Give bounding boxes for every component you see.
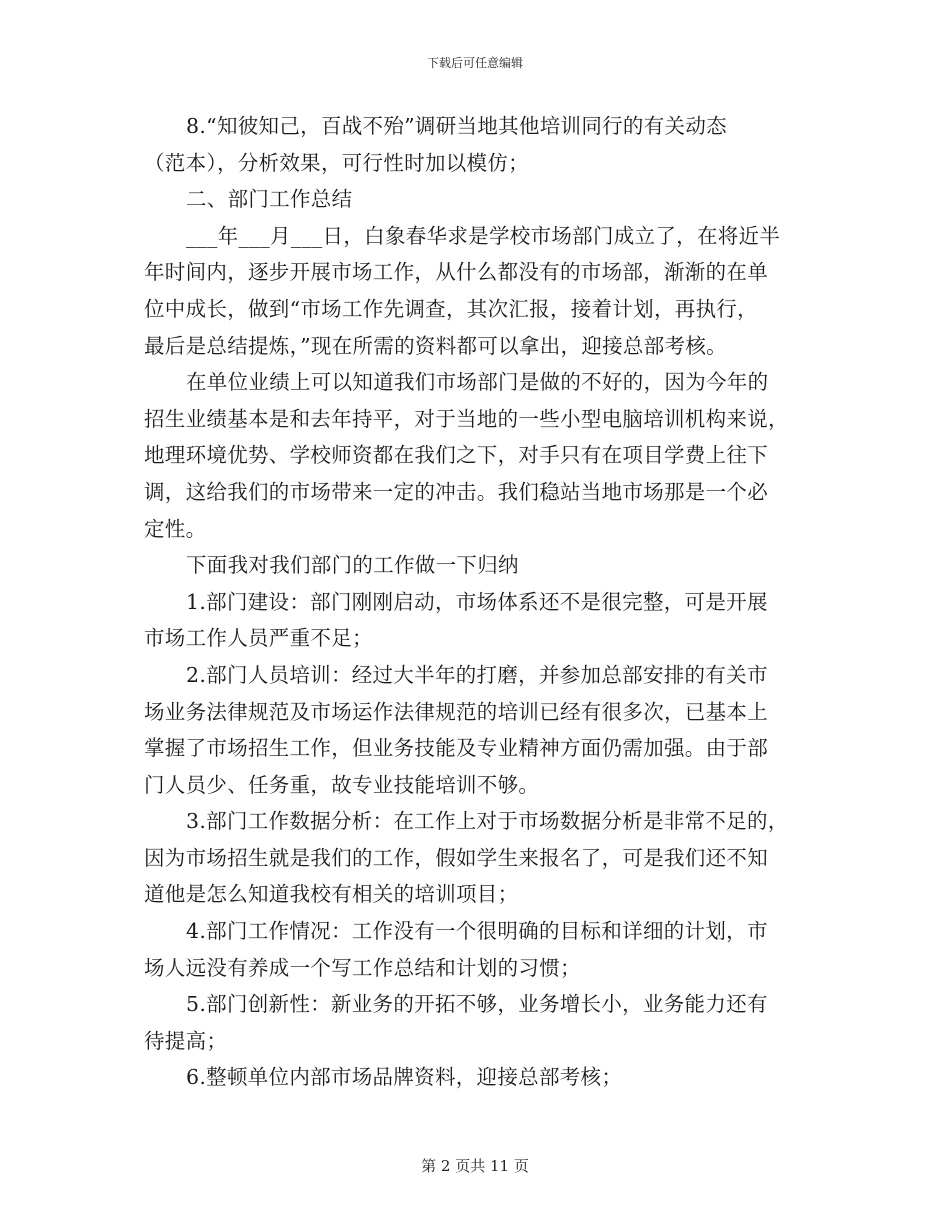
page-header: 下载后可任意编辑 bbox=[426, 56, 523, 70]
text-line: 调，这给我们的市场带来一定的冲击。我们稳站当地市场那是一个必 bbox=[144, 479, 768, 504]
section-heading: 二、部门工作总结 bbox=[186, 187, 353, 212]
body-text bbox=[144, 108, 810, 1096]
text-line: 定性。 bbox=[144, 516, 207, 541]
text-line: 待提高； bbox=[144, 1028, 228, 1053]
text-line: 场人远没有养成一个写工作总结和计划的习惯； bbox=[144, 955, 581, 980]
text-line: ___年___月___日，白象春华求是学校市场部门成立了，在将近半 bbox=[186, 223, 781, 248]
text-line: 最后是总结提炼，”现在所需的资料都可以拿出，迎接总部考核。 bbox=[144, 333, 727, 358]
list-item-3: 3.部门工作数据分析：在工作上对于市场数据分析是非常不足的， bbox=[186, 809, 789, 834]
text-line: 市场工作人员严重不足； bbox=[144, 626, 373, 651]
text-line: 在单位业绩上可以知道我们市场部门是做的不好的，因为今年的 bbox=[186, 370, 769, 395]
list-item-1: 1.部门建设：部门刚刚启动，市场体系还不是很完整，可是开展 bbox=[186, 589, 768, 614]
text-line: 位中成长，做到“市场工作先调查，其次汇报，接着计划，再执行， bbox=[144, 296, 758, 321]
text-line: 道他是怎么知道我校有相关的培训项目； bbox=[144, 882, 519, 907]
text-line: 年时间内，逐步开展市场工作，从什么都没有的市场部，渐渐的在单 bbox=[144, 260, 768, 285]
list-item-2: 2.部门人员培训：经过大半年的打磨，并参加总部安排的有关市 bbox=[186, 662, 768, 687]
text-line: 场业务法律规范及市场运作法律规范的培训已经有很多次，已基本上 bbox=[144, 699, 768, 724]
list-item-6: 6.整顿单位内部市场品牌资料，迎接总部考核； bbox=[186, 1065, 623, 1090]
text-line: 掌握了市场招生工作，但业务技能及专业精神方面仍需加强。由于部 bbox=[144, 736, 768, 761]
list-item-4: 4.部门工作情况：工作没有一个很明确的目标和详细的计划，市 bbox=[186, 919, 768, 944]
text-line: 门人员少、任务重，故专业技能培训不够。 bbox=[144, 772, 540, 797]
page-footer: 第 2 页共 11 页 bbox=[421, 1157, 529, 1175]
list-item-5: 5.部门创新性：新业务的开拓不够，业务增长小，业务能力还有 bbox=[186, 992, 768, 1017]
document-body bbox=[144, 108, 810, 1096]
text-line: 因为市场招生就是我们的工作，假如学生来报名了，可是我们还不知 bbox=[144, 845, 768, 870]
text-line: 招生业绩基本是和去年持平，对于当地的一些小型电脑培训机构来说， bbox=[144, 406, 789, 431]
text-line: 8.“知彼知己，百战不殆”调研当地其他培训同行的有关动态 bbox=[186, 114, 727, 138]
text-line: 地理环境优势、学校师资都在我们之下，对手只有在项目学费上往下 bbox=[144, 443, 768, 468]
text-line: （范本），分析效果，可行性时加以模仿； bbox=[144, 150, 529, 175]
text-line: 下面我对我们部门的工作做一下归纳 bbox=[186, 553, 519, 578]
